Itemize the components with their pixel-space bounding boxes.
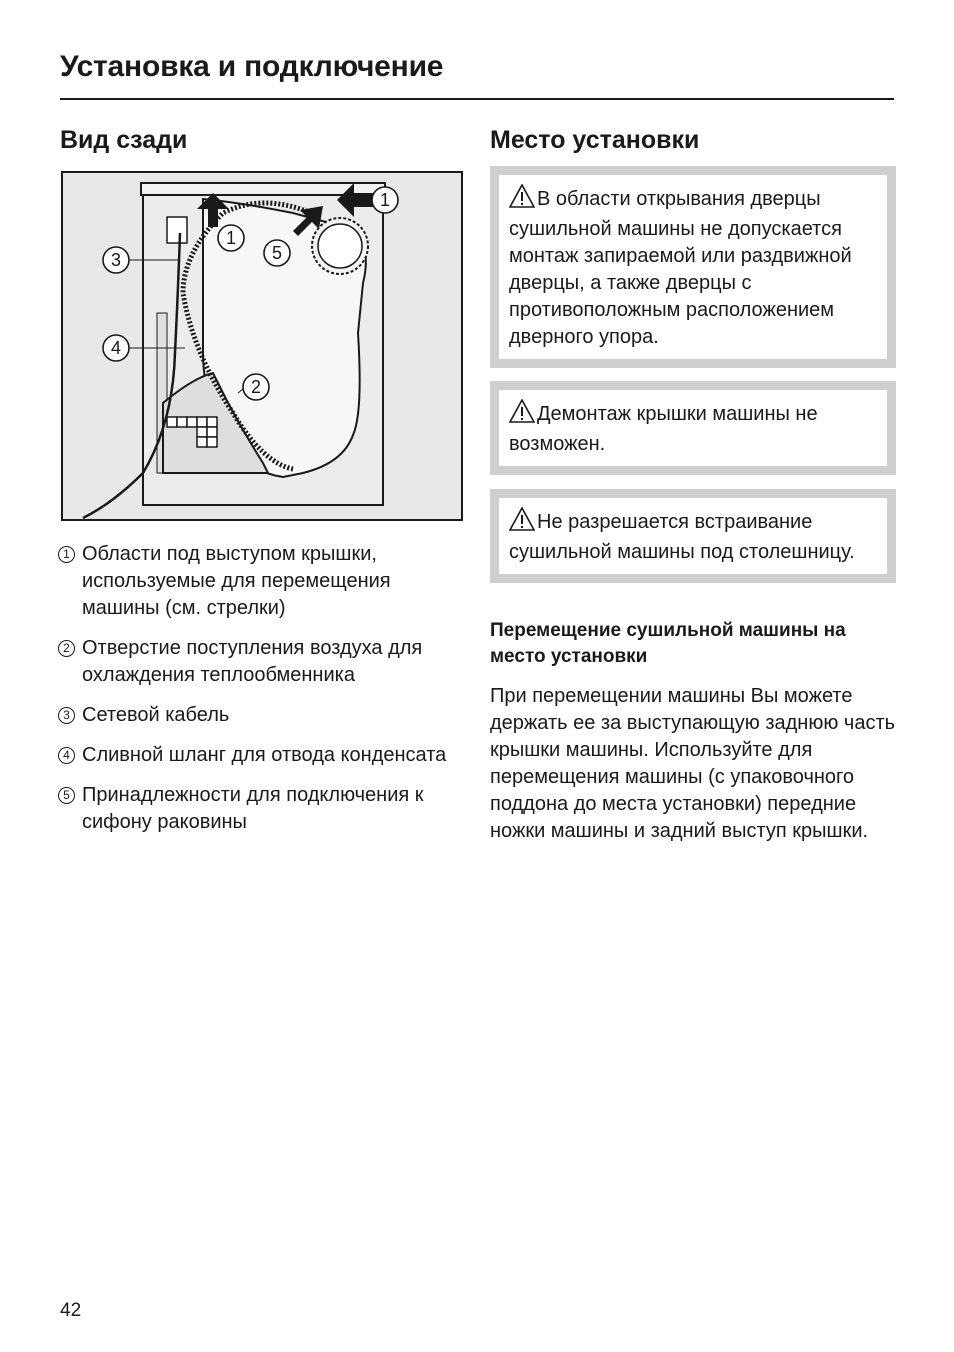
legend-text: Сетевой кабель <box>82 704 230 726</box>
rear-view-legend <box>58 541 463 849</box>
callout-5: 5 <box>271 243 283 263</box>
moving-heading: Перемещение сушильной машины на место установки <box>490 620 846 667</box>
legend-item <box>58 702 463 729</box>
legend-item <box>58 782 463 836</box>
title-divider <box>60 98 894 100</box>
warning-text: В области открывания дверцы сушильной машины не допускается монтаж запираемой или раздвижной дверцы, а также дверцы с противоположным расположением дверного упора. <box>509 188 852 348</box>
legend-item <box>58 541 463 622</box>
warning-triangle-icon <box>509 399 535 431</box>
legend-item <box>58 742 463 769</box>
legend-number: 2 <box>58 640 75 657</box>
rear-view-illustration <box>61 171 463 521</box>
page-title: Установка и подключение <box>60 50 444 83</box>
legend-text: Принадлежности для подключения к сифону раковины <box>82 784 424 833</box>
legend-number: 4 <box>58 747 75 764</box>
legend-number: 5 <box>58 787 75 804</box>
warning-box <box>490 166 896 368</box>
callout-3: 3 <box>110 250 122 270</box>
rear-view-heading: Вид сзади <box>60 126 188 154</box>
warning-text: Не разрешается встраивание сушильной машины под столешницу. <box>509 511 855 563</box>
warning-triangle-icon <box>509 184 535 216</box>
installation-heading: Место установки <box>490 126 700 154</box>
legend-text: Отверстие поступления воздуха для охлаждения теплообменника <box>82 637 423 686</box>
moving-text: При перемещении машины Вы можете держать ее за выступающую заднюю часть крышки машины. Используйте для перемещения машины (с упаковочного поддона до места установки) передние ножки машины и задний выступ крышки. <box>490 685 896 842</box>
callout-2: 2 <box>250 377 262 397</box>
legend-number: 3 <box>58 707 75 724</box>
page-number: 42 <box>60 1300 82 1321</box>
legend-item <box>58 635 463 689</box>
legend-number: 1 <box>58 546 75 563</box>
warning-box <box>490 381 896 475</box>
legend-text: Области под выступом крышки, используемые для перемещения машины (см. стрелки) <box>82 543 391 619</box>
cable-clip <box>167 217 187 243</box>
legend-text: Сливной шланг для отвода конденсата <box>82 744 447 766</box>
warning-text: Демонтаж крышки машины не возможен. <box>509 403 818 455</box>
warning-box <box>490 489 896 583</box>
callout-1b: 1 <box>379 190 391 210</box>
warning-triangle-icon <box>509 507 535 539</box>
callout-1a: 1 <box>225 228 237 248</box>
callout-4: 4 <box>110 338 122 358</box>
